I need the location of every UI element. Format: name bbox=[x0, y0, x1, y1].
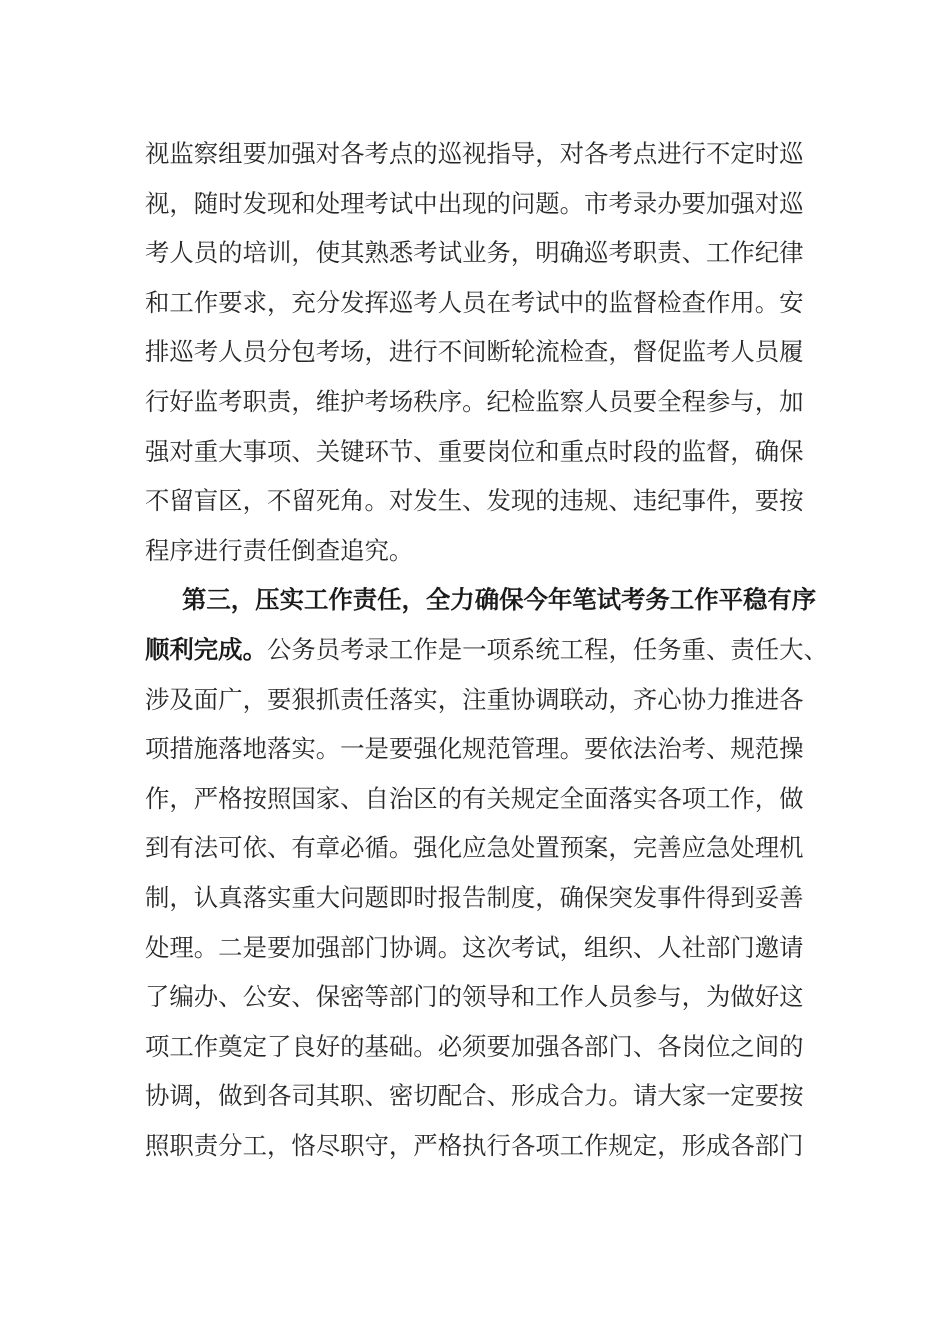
section-heading-end: 顺利完成。 bbox=[145, 634, 267, 664]
text-line: 程序进行责任倒查追究。 bbox=[145, 535, 414, 565]
text-line: 视，随时发现和处理考试中出现的问题。市考录办要加强对巡 bbox=[145, 188, 804, 218]
text-line bbox=[145, 625, 828, 675]
text-line: 涉及面广，要狠抓责任落实，注重协调联动，齐心协力推进各 bbox=[145, 684, 804, 714]
text-line: 项措施落地落实。一是要强化规范管理。要依法治考、规范操 bbox=[145, 734, 804, 764]
text-line: 处理。二是要加强部门协调。这次考试，组织、人社部门邀请 bbox=[145, 932, 804, 962]
text-line: 和工作要求，充分发挥巡考人员在考试中的监督检查作用。安 bbox=[145, 287, 804, 317]
text-line: 到有法可依、有章必循。强化应急处置预案，完善应急处理机 bbox=[145, 833, 804, 863]
text-line-rest: 公务员考录工作是一项系统工程，任务重、责任大、 bbox=[266, 634, 828, 664]
text-line: 不留盲区，不留死角。对发生、发现的违规、违纪事件，要按 bbox=[145, 486, 804, 516]
paragraph-2 bbox=[145, 575, 828, 1170]
text-line: 了编办、公安、保密等部门的领导和工作人员参与，为做好这 bbox=[145, 982, 804, 1012]
text-line: 作，严格按照国家、自治区的有关规定全面落实各项工作，做 bbox=[145, 783, 804, 813]
paragraph-1 bbox=[145, 129, 810, 575]
section-heading: 第三，压实工作责任，全力确保今年笔试考务工作平稳有序 bbox=[182, 585, 817, 615]
text-line: 考人员的培训，使其熟悉考试业务，明确巡考职责、工作纪律 bbox=[145, 238, 804, 268]
body-text bbox=[145, 129, 828, 1170]
text-line: 项工作奠定了良好的基础。必须要加强各部门、各岗位之间的 bbox=[145, 1031, 804, 1061]
text-line: 排巡考人员分包考场，进行不间断轮流检查，督促监考人员履 bbox=[145, 337, 804, 367]
text-line: 制，认真落实重大问题即时报告制度，确保突发事件得到妥善 bbox=[145, 882, 804, 912]
text-line: 行好监考职责，维护考场秩序。纪检监察人员要全程参与，加 bbox=[145, 386, 804, 416]
text-line: 强对重大事项、关键环节、重要岗位和重点时段的监督，确保 bbox=[145, 436, 804, 466]
text-line: 视监察组要加强对各考点的巡视指导，对各考点进行不定时巡 bbox=[145, 139, 804, 168]
text-line: 协调，做到各司其职、密切配合、形成合力。请大家一定要按 bbox=[145, 1081, 804, 1111]
text-line: 照职责分工，恪尽职守，严格执行各项工作规定，形成各部门 bbox=[145, 1130, 804, 1160]
